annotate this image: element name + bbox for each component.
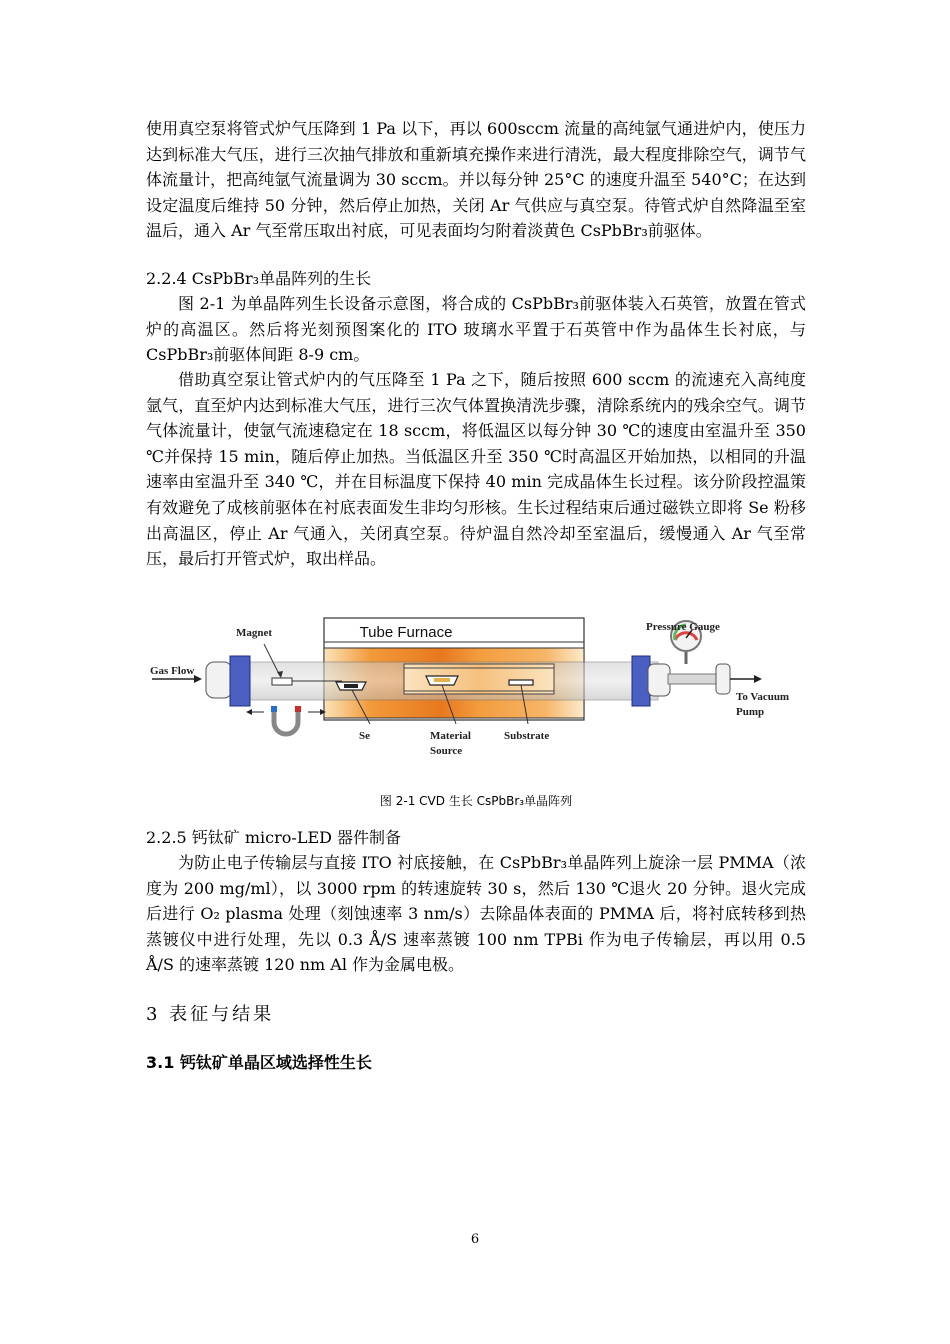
section-3-1-heading: 3.1 钙钛矿单晶区域选择性生长 [146, 1053, 372, 1072]
paragraph-2: 图 2-1 为单晶阵列生长设备示意图，将合成的 CsPbBr₃前驱体装入石英管，放置在管式炉的高温区。然后将光刻预图案化的 ITO 玻璃水平置于石英管中作为晶体生长衬底，与 CsPbBr₃前驱体间距 8-9 cm。 [146, 294, 806, 365]
cvd-diagram [146, 612, 806, 772]
tube-furnace-label: Tube Furnace [359, 624, 453, 641]
magnet-label: Magnet [236, 627, 273, 639]
magnet-icon [274, 708, 298, 734]
figure-2-1-cvd-setup [146, 612, 806, 772]
paragraph-3: 借助真空泵让管式炉内的气压降至 1 Pa 之下，随后按照 600 sccm 的流速充入高纯度氩气，直至炉内达到标准大气压，进行三次气体置换清洗步骤，清除系统内的残余空气。调节气体流量计，使氩气流速稳定在 18 sccm，将低温区以每分钟 30 ℃的速度由室温升至 350 ℃并保持 15 min，随后停止加热。当低温区升至 350 ℃时高温区开始加热，以相同的升温速率由室温升至 340 ℃，并在目标温度下保持 40 min 完成晶体生长过程。该分阶段控温策有效避免了成核前驱体在衬底表面发生非均匀形核。生长过程结束后通过磁铁立即将 Se 粉移出高温区，停止 Ar 气通入，关闭真空泵。待炉温自然冷却至室温后，缓慢通入 Ar 气至常压，最后打开管式炉，取出样品。 [146, 370, 806, 569]
section-2-2-5-heading: 2.2.5 钙钛矿 micro-LED 器件制备 [146, 828, 402, 847]
left-flange [230, 656, 250, 706]
section-3-heading: 3 表征与结果 [146, 1004, 275, 1025]
pump-label: Pump [736, 706, 765, 718]
right-cap [648, 664, 670, 696]
se-label: Se [359, 730, 370, 742]
right-flange [632, 656, 650, 706]
substrate [509, 680, 533, 685]
figure-caption: 图 2-1 CVD 生长 CsPbBr₃单晶阵列 [379, 794, 573, 808]
paragraph-4: 为防止电子传输层与直接 ITO 衬底接触，在 CsPbBr₃单晶阵列上旋涂一层 PMMA（浓度为 200 mg/ml），以 3000 rpm 的转速旋转 30 s，然后 130 ℃退火 20 分钟。退火完成后进行 O₂ plasma 处理（刻蚀速率 3 nm/s）去除晶体表面的 PMMA 后，将衬底转移到热蒸镀仪中进行处理，先以 0.3 Å/S 速率蒸镀 100 nm TPBi 作为电子传输层，再以用 0.5 Å/S 的速率蒸镀 120 nm Al 作为金属电极。 [146, 853, 806, 975]
pressure-gauge-label: Pressure Gauge [646, 621, 720, 633]
page-number: 6 [470, 1232, 480, 1247]
source-label: Source [430, 745, 463, 757]
substrate-label: Substrate [504, 730, 550, 742]
paragraph-1: 使用真空泵将管式炉气压降到 1 Pa 以下，再以 600sccm 流量的高纯氩气通进炉内，使压力达到标准大气压，进行三次抽气排放和重新填充操作来进行清洗，最大程度排除空气，调节气体流量计，把高纯氩气流量调为 30 sccm。并以每分钟 25°C 的速度升温至 540°C；在达到设定温度后维持 50 分钟，然后停止加热，关闭 Ar 气供应与真空泵。待管式炉自然降温至室温后，通入 Ar 气至常压取出衬底，可见表面均匀附着淡黄色 CsPbBr₃前驱体。 [146, 119, 806, 241]
gas-flow-label: Gas Flow [150, 665, 195, 677]
magnet-rod [272, 678, 292, 685]
to-vacuum-label: To Vacuum [736, 691, 790, 703]
material-label: Material [430, 730, 471, 742]
section-2-2-4-heading: 2.2.4 CsPbBr₃单晶阵列的生长 [146, 269, 372, 288]
left-cap [206, 662, 232, 698]
